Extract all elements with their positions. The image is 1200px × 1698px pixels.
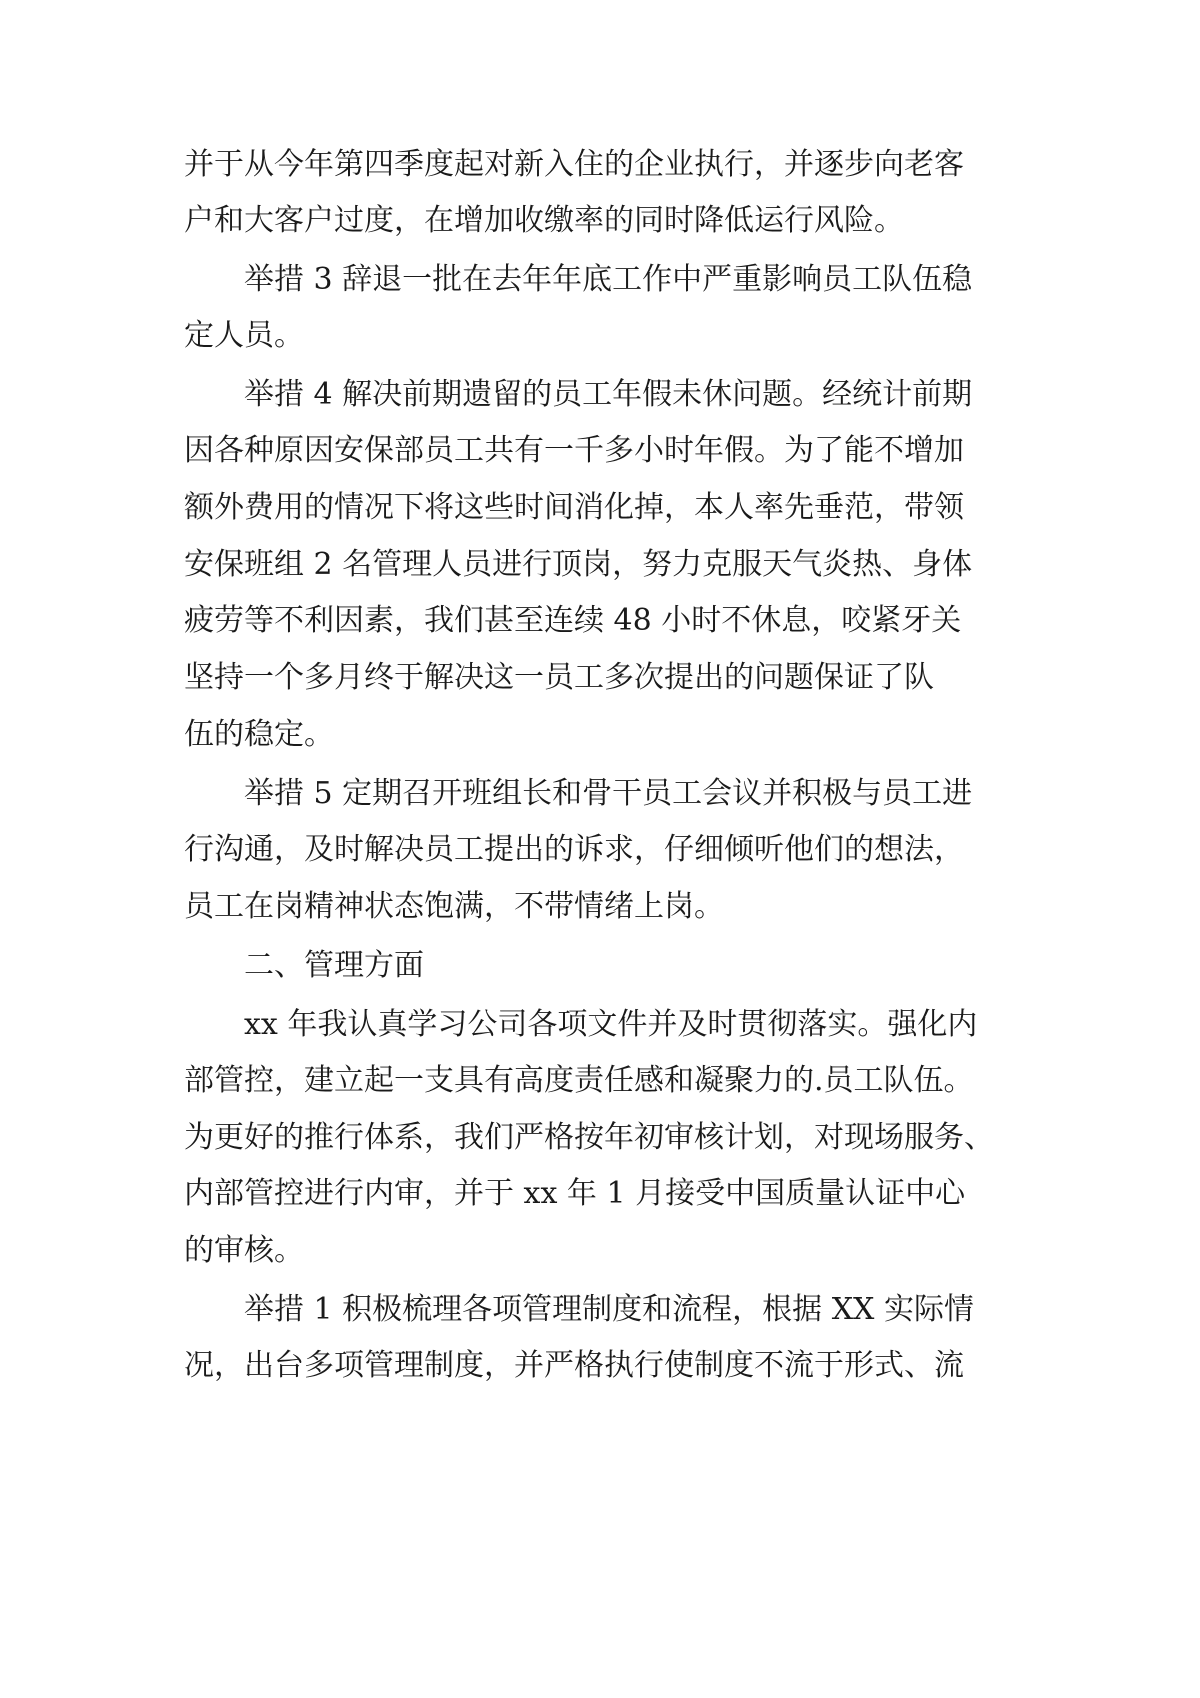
text-line: 举措 5 定期召开班组长和骨干员工会议并积极与员工进	[184, 776, 973, 811]
text-line: 行沟通，及时解决员工提出的诉求，仔细倾听他们的想法，	[184, 832, 964, 867]
text-line: 的审核。	[184, 1233, 304, 1268]
text-line: 为更好的推行体系，我们严格按年初审核计划，对现场服务、	[184, 1120, 994, 1155]
text-line: 伍的稳定。	[184, 717, 334, 752]
text-line: 举措 4 解决前期遗留的员工年假未休问题。经统计前期	[184, 377, 973, 412]
text-line: 定人员。	[184, 318, 304, 353]
text-line: 因各种原因安保部员工共有一千多小时年假。为了能不增加	[184, 433, 964, 468]
text-line: 并于从今年第四季度起对新入住的企业执行，并逐步向老客	[184, 147, 964, 182]
text-line: 户和大客户过度，在增加收缴率的同时降低运行风险。	[184, 203, 904, 238]
text-line: 疲劳等不利因素，我们甚至连续 48 小时不休息，咬紧牙关	[184, 603, 962, 638]
text-line: 内部管控进行内审，并于 xx 年 1 月接受中国质量认证中心	[184, 1176, 966, 1211]
text-line: 员工在岗精神状态饱满，不带情绪上岗。	[184, 889, 724, 924]
text-line: xx 年我认真学习公司各项文件并及时贯彻落实。强化内	[184, 1007, 978, 1042]
text-line: 安保班组 2 名管理人员进行顶岗，努力克服天气炎热、身体	[184, 547, 973, 582]
text-line: 坚持一个多月终于解决这一员工多次提出的问题保证了队	[184, 660, 934, 695]
text-line: 况，出台多项管理制度，并严格执行使制度不流于形式、流	[184, 1348, 964, 1383]
text-line: 举措 3 辞退一批在去年年底工作中严重影响员工队伍稳	[184, 262, 973, 297]
text-line: 部管控，建立起一支具有高度责任感和凝聚力的.员工队伍。	[184, 1063, 974, 1098]
text-line: 举措 1 积极梳理各项管理制度和流程，根据 XX 实际情	[184, 1292, 974, 1327]
section-heading: 二、管理方面	[184, 948, 424, 983]
text-line: 额外费用的情况下将这些时间消化掉，本人率先垂范，带领	[184, 490, 964, 525]
